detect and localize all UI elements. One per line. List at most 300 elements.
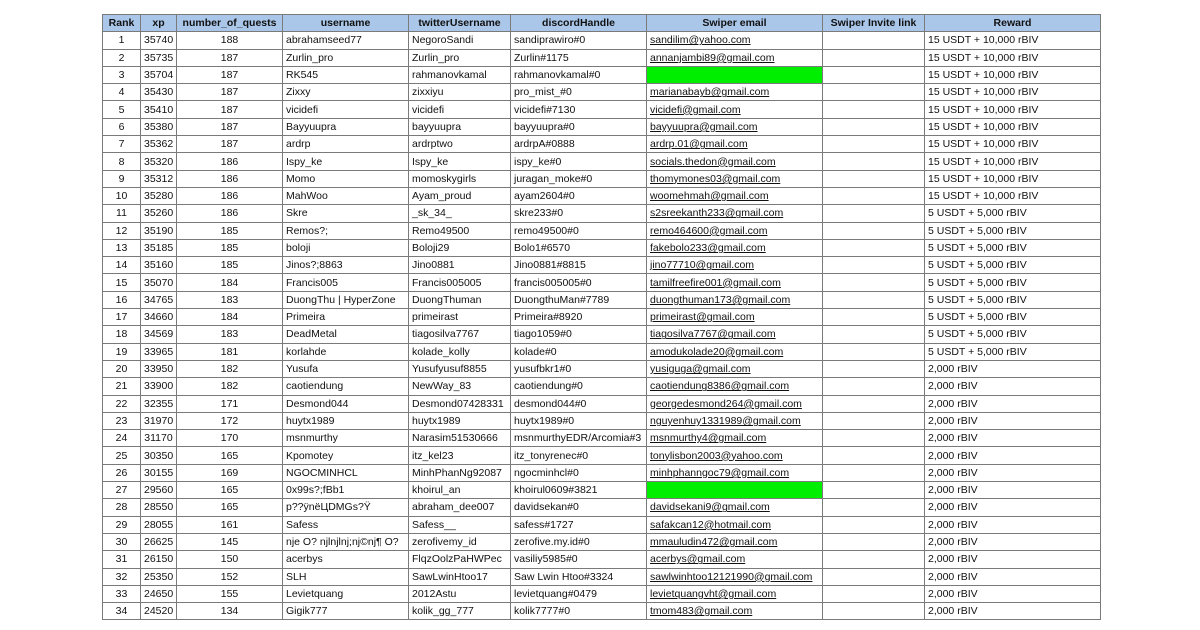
table-row (103, 153, 1101, 170)
cell-rank: 21 (103, 378, 141, 395)
cell-swiper-email[interactable]: tiagosilva7767@gmail.com (647, 326, 823, 343)
cell-swiper-invite-link (823, 464, 925, 481)
cell-swiper-email[interactable]: tonylisbon2003@yahoo.com (647, 447, 823, 464)
table-row (103, 568, 1101, 585)
cell-swiper-invite-link (823, 378, 925, 395)
cell-discord-handle: yusufbkr1#0 (511, 360, 647, 377)
cell-twitter-username: DuongThuman (409, 291, 511, 308)
cell-xp: 35362 (141, 136, 177, 153)
cell-twitter-username: huytx1989 (409, 412, 511, 429)
cell-reward: 5 USDT + 5,000 rBIV (925, 326, 1101, 343)
cell-rank: 23 (103, 412, 141, 429)
cell-rank: 15 (103, 274, 141, 291)
cell-swiper-invite-link (823, 257, 925, 274)
table-row (103, 360, 1101, 377)
cell-number-of-quests: 187 (177, 101, 283, 118)
cell-swiper-email (647, 482, 823, 499)
cell-xp: 31170 (141, 430, 177, 447)
cell-number-of-quests: 183 (177, 326, 283, 343)
cell-swiper-invite-link (823, 84, 925, 101)
cell-swiper-email[interactable]: georgedesmond264@gmail.com (647, 395, 823, 412)
cell-swiper-invite-link (823, 309, 925, 326)
cell-discord-handle: vicidefi#7130 (511, 101, 647, 118)
table-row (103, 395, 1101, 412)
cell-discord-handle: davidsekan#0 (511, 499, 647, 516)
cell-reward: 5 USDT + 5,000 rBIV (925, 239, 1101, 256)
cell-reward: 5 USDT + 5,000 rBIV (925, 309, 1101, 326)
cell-swiper-email[interactable]: bayyuupra@gmail.com (647, 118, 823, 135)
cell-swiper-email[interactable]: jino77710@gmail.com (647, 257, 823, 274)
cell-xp: 35735 (141, 49, 177, 66)
cell-discord-handle: caotiendung#0 (511, 378, 647, 395)
cell-number-of-quests: 182 (177, 360, 283, 377)
cell-swiper-invite-link (823, 516, 925, 533)
cell-username: abrahamseed77 (283, 32, 409, 49)
column-header-rank: Rank (103, 15, 141, 32)
cell-swiper-invite-link (823, 326, 925, 343)
cell-xp: 33965 (141, 343, 177, 360)
cell-xp: 29560 (141, 482, 177, 499)
cell-reward: 2,000 rBIV (925, 585, 1101, 602)
cell-username: DeadMetal (283, 326, 409, 343)
cell-swiper-invite-link (823, 136, 925, 153)
cell-twitter-username: Safess__ (409, 516, 511, 533)
cell-number-of-quests: 186 (177, 170, 283, 187)
cell-twitter-username: Jino0881 (409, 257, 511, 274)
cell-xp: 35160 (141, 257, 177, 274)
cell-number-of-quests: 150 (177, 551, 283, 568)
cell-swiper-email[interactable]: nguyenhuy1331989@gmail.com (647, 412, 823, 429)
cell-number-of-quests: 187 (177, 66, 283, 83)
cell-username: DuongThu | HyperZone (283, 291, 409, 308)
cell-xp: 28550 (141, 499, 177, 516)
cell-twitter-username: _sk_34_ (409, 205, 511, 222)
cell-reward: 15 USDT + 10,000 rBIV (925, 84, 1101, 101)
cell-reward: 15 USDT + 10,000 rBIV (925, 153, 1101, 170)
cell-username: Safess (283, 516, 409, 533)
cell-discord-handle: skre233#0 (511, 205, 647, 222)
cell-swiper-email[interactable]: primeirast@gmail.com (647, 309, 823, 326)
cell-swiper-email[interactable]: annanjambi89@gmail.com (647, 49, 823, 66)
cell-discord-handle: tiago1059#0 (511, 326, 647, 343)
cell-discord-handle: kolade#0 (511, 343, 647, 360)
cell-number-of-quests: 186 (177, 205, 283, 222)
table-row (103, 551, 1101, 568)
cell-reward: 15 USDT + 10,000 rBIV (925, 101, 1101, 118)
cell-swiper-email[interactable]: fakebolo233@gmail.com (647, 239, 823, 256)
cell-discord-handle: Bolo1#6570 (511, 239, 647, 256)
cell-swiper-invite-link (823, 568, 925, 585)
cell-rank: 19 (103, 343, 141, 360)
cell-swiper-invite-link (823, 585, 925, 602)
cell-number-of-quests: 182 (177, 378, 283, 395)
cell-reward: 15 USDT + 10,000 rBIV (925, 66, 1101, 83)
table-row (103, 257, 1101, 274)
cell-swiper-email[interactable]: woomehmah@gmail.com (647, 187, 823, 204)
cell-swiper-invite-link (823, 239, 925, 256)
cell-username: Francis005 (283, 274, 409, 291)
cell-twitter-username: ardrptwo (409, 136, 511, 153)
cell-discord-handle: msnmurthyEDR/Arcomia#3 (511, 430, 647, 447)
table-row (103, 499, 1101, 516)
cell-swiper-invite-link (823, 118, 925, 135)
cell-rank: 34 (103, 603, 141, 620)
cell-swiper-invite-link (823, 395, 925, 412)
cell-swiper-invite-link (823, 533, 925, 550)
cell-username: Ispy_ke (283, 153, 409, 170)
cell-swiper-email[interactable]: duongthuman173@gmail.com (647, 291, 823, 308)
cell-rank: 11 (103, 205, 141, 222)
cell-twitter-username: Zurlin_pro (409, 49, 511, 66)
cell-swiper-invite-link (823, 170, 925, 187)
cell-rank: 18 (103, 326, 141, 343)
cell-discord-handle: Jino0881#8815 (511, 257, 647, 274)
cell-swiper-email[interactable]: mmauludin472@gmail.com (647, 533, 823, 550)
column-header-swiper-email: Swiper email (647, 15, 823, 32)
cell-username: caotiendung (283, 378, 409, 395)
cell-number-of-quests: 169 (177, 464, 283, 481)
cell-discord-handle: zerofive.my.id#0 (511, 533, 647, 550)
cell-reward: 2,000 rBIV (925, 603, 1101, 620)
cell-discord-handle: khoirul0609#3821 (511, 482, 647, 499)
cell-swiper-invite-link (823, 66, 925, 83)
cell-reward: 15 USDT + 10,000 rBIV (925, 49, 1101, 66)
cell-xp: 28055 (141, 516, 177, 533)
table-row (103, 118, 1101, 135)
cell-swiper-email[interactable]: sawlwinhtoo12121990@gmail.com (647, 568, 823, 585)
cell-username: Zixxy (283, 84, 409, 101)
cell-xp: 35190 (141, 222, 177, 239)
cell-username: Yusufa (283, 360, 409, 377)
table-row (103, 378, 1101, 395)
table-row (103, 187, 1101, 204)
cell-username: Skre (283, 205, 409, 222)
cell-number-of-quests: 187 (177, 136, 283, 153)
cell-username: Remos?; (283, 222, 409, 239)
cell-number-of-quests: 155 (177, 585, 283, 602)
cell-rank: 12 (103, 222, 141, 239)
cell-swiper-email[interactable]: remo464600@gmail.com (647, 222, 823, 239)
cell-swiper-email[interactable]: caotiendung8386@gmail.com (647, 378, 823, 395)
cell-rank: 17 (103, 309, 141, 326)
cell-swiper-email[interactable]: levietquangvht@gmail.com (647, 585, 823, 602)
cell-reward: 15 USDT + 10,000 rBIV (925, 136, 1101, 153)
cell-twitter-username: zixxiyu (409, 84, 511, 101)
cell-discord-handle: Saw Lwin Htoo#3324 (511, 568, 647, 585)
cell-number-of-quests: 185 (177, 239, 283, 256)
column-header-reward: Reward (925, 15, 1101, 32)
cell-swiper-email[interactable]: msnmurthy4@gmail.com (647, 430, 823, 447)
cell-discord-handle: kolik7777#0 (511, 603, 647, 620)
cell-xp: 30350 (141, 447, 177, 464)
cell-swiper-invite-link (823, 482, 925, 499)
cell-twitter-username: Boloji29 (409, 239, 511, 256)
cell-twitter-username: Ispy_ke (409, 153, 511, 170)
cell-twitter-username: NegoroSandi (409, 32, 511, 49)
cell-discord-handle: ngocminhcl#0 (511, 464, 647, 481)
table-row (103, 274, 1101, 291)
cell-reward: 2,000 rBIV (925, 360, 1101, 377)
cell-xp: 31970 (141, 412, 177, 429)
cell-number-of-quests: 172 (177, 412, 283, 429)
cell-number-of-quests: 145 (177, 533, 283, 550)
cell-rank: 7 (103, 136, 141, 153)
cell-reward: 2,000 rBIV (925, 395, 1101, 412)
cell-swiper-email[interactable]: safakcan12@hotmail.com (647, 516, 823, 533)
spreadsheet (102, 14, 1101, 620)
cell-twitter-username: NewWay_83 (409, 378, 511, 395)
column-header-username: username (283, 15, 409, 32)
column-header-discord-handle: discordHandle (511, 15, 647, 32)
cell-twitter-username: zerofivemy_id (409, 533, 511, 550)
column-header-swiper-invite-link: Swiper Invite link (823, 15, 925, 32)
cell-reward: 15 USDT + 10,000 rBIV (925, 170, 1101, 187)
cell-rank: 28 (103, 499, 141, 516)
table-row (103, 430, 1101, 447)
cell-swiper-invite-link (823, 101, 925, 118)
cell-username: korlahde (283, 343, 409, 360)
table-row (103, 412, 1101, 429)
cell-swiper-invite-link (823, 603, 925, 620)
cell-xp: 35280 (141, 187, 177, 204)
table-row (103, 482, 1101, 499)
cell-reward: 5 USDT + 5,000 rBIV (925, 257, 1101, 274)
cell-discord-handle: DuongthuMan#7789 (511, 291, 647, 308)
cell-username: NGOCMINHCL (283, 464, 409, 481)
cell-discord-handle: ayam2604#0 (511, 187, 647, 204)
table-row (103, 239, 1101, 256)
cell-reward: 2,000 rBIV (925, 464, 1101, 481)
cell-swiper-email (647, 66, 823, 83)
cell-rank: 24 (103, 430, 141, 447)
cell-swiper-email[interactable]: socials.thedon@gmail.com (647, 153, 823, 170)
cell-reward: 15 USDT + 10,000 rBIV (925, 187, 1101, 204)
cell-number-of-quests: 187 (177, 84, 283, 101)
cell-username: p??ÿnëЦDMGs?Ÿ (283, 499, 409, 516)
table-row (103, 205, 1101, 222)
cell-reward: 2,000 rBIV (925, 516, 1101, 533)
cell-twitter-username: rahmanovkamal (409, 66, 511, 83)
cell-swiper-invite-link (823, 499, 925, 516)
cell-username: msnmurthy (283, 430, 409, 447)
cell-discord-handle: itz_tonyrenec#0 (511, 447, 647, 464)
cell-swiper-invite-link (823, 551, 925, 568)
table-row (103, 343, 1101, 360)
table-row (103, 464, 1101, 481)
cell-reward: 2,000 rBIV (925, 551, 1101, 568)
cell-xp: 35260 (141, 205, 177, 222)
cell-xp: 33950 (141, 360, 177, 377)
cell-rank: 33 (103, 585, 141, 602)
cell-username: Levietquang (283, 585, 409, 602)
cell-number-of-quests: 165 (177, 447, 283, 464)
cell-username: Bayyuupra (283, 118, 409, 135)
cell-rank: 14 (103, 257, 141, 274)
cell-xp: 30155 (141, 464, 177, 481)
cell-discord-handle: safess#1727 (511, 516, 647, 533)
cell-xp: 35380 (141, 118, 177, 135)
cell-swiper-invite-link (823, 222, 925, 239)
cell-swiper-invite-link (823, 360, 925, 377)
cell-twitter-username: SawLwinHtoo17 (409, 568, 511, 585)
cell-username: Kpomotey (283, 447, 409, 464)
cell-xp: 34569 (141, 326, 177, 343)
cell-rank: 10 (103, 187, 141, 204)
cell-discord-handle: Zurlin#1175 (511, 49, 647, 66)
cell-reward: 2,000 rBIV (925, 482, 1101, 499)
table-row (103, 603, 1101, 620)
table-row (103, 291, 1101, 308)
cell-swiper-email[interactable]: minhphanngoc79@gmail.com (647, 464, 823, 481)
cell-number-of-quests: 152 (177, 568, 283, 585)
table-row (103, 32, 1101, 49)
cell-discord-handle: huytx1989#0 (511, 412, 647, 429)
cell-username: boloji (283, 239, 409, 256)
cell-number-of-quests: 181 (177, 343, 283, 360)
cell-twitter-username: Desmond07428331 (409, 395, 511, 412)
cell-swiper-invite-link (823, 447, 925, 464)
cell-swiper-email[interactable]: amodukolade20@gmail.com (647, 343, 823, 360)
cell-swiper-email[interactable]: sandilim@yahoo.com (647, 32, 823, 49)
cell-reward: 5 USDT + 5,000 rBIV (925, 291, 1101, 308)
cell-discord-handle: pro_mist_#0 (511, 84, 647, 101)
cell-discord-handle: ispy_ke#0 (511, 153, 647, 170)
table-row (103, 49, 1101, 66)
cell-swiper-email[interactable]: marianabayb@gmail.com (647, 84, 823, 101)
cell-number-of-quests: 184 (177, 309, 283, 326)
cell-twitter-username: kolade_kolly (409, 343, 511, 360)
cell-twitter-username: primeirast (409, 309, 511, 326)
cell-rank: 4 (103, 84, 141, 101)
cell-xp: 35430 (141, 84, 177, 101)
leaderboard-table (102, 14, 1101, 620)
cell-swiper-invite-link (823, 412, 925, 429)
cell-xp: 35704 (141, 66, 177, 83)
cell-rank: 16 (103, 291, 141, 308)
cell-number-of-quests: 184 (177, 274, 283, 291)
table-row (103, 170, 1101, 187)
cell-rank: 30 (103, 533, 141, 550)
cell-username: RK545 (283, 66, 409, 83)
cell-username: SLH (283, 568, 409, 585)
cell-rank: 20 (103, 360, 141, 377)
cell-swiper-invite-link (823, 187, 925, 204)
cell-discord-handle: sandiprawiro#0 (511, 32, 647, 49)
cell-number-of-quests: 165 (177, 499, 283, 516)
cell-xp: 35185 (141, 239, 177, 256)
table-body (103, 32, 1101, 620)
cell-reward: 2,000 rBIV (925, 533, 1101, 550)
cell-discord-handle: ardrpA#0888 (511, 136, 647, 153)
cell-username: vicidefi (283, 101, 409, 118)
cell-number-of-quests: 183 (177, 291, 283, 308)
column-header-xp: xp (141, 15, 177, 32)
cell-number-of-quests: 165 (177, 482, 283, 499)
cell-username: acerbys (283, 551, 409, 568)
cell-username: Momo (283, 170, 409, 187)
cell-twitter-username: MinhPhanNg92087 (409, 464, 511, 481)
cell-rank: 13 (103, 239, 141, 256)
cell-discord-handle: bayyuupra#0 (511, 118, 647, 135)
cell-number-of-quests: 134 (177, 603, 283, 620)
cell-username: Jinos?;8863 (283, 257, 409, 274)
cell-xp: 34765 (141, 291, 177, 308)
cell-rank: 29 (103, 516, 141, 533)
cell-rank: 32 (103, 568, 141, 585)
cell-discord-handle: francis005005#0 (511, 274, 647, 291)
cell-discord-handle: desmond044#0 (511, 395, 647, 412)
cell-reward: 5 USDT + 5,000 rBIV (925, 222, 1101, 239)
cell-twitter-username: Francis005005 (409, 274, 511, 291)
cell-reward: 5 USDT + 5,000 rBIV (925, 274, 1101, 291)
cell-swiper-email[interactable]: vicidefi@gmail.com (647, 101, 823, 118)
cell-reward: 2,000 rBIV (925, 430, 1101, 447)
cell-twitter-username: Remo49500 (409, 222, 511, 239)
cell-number-of-quests: 186 (177, 153, 283, 170)
cell-rank: 27 (103, 482, 141, 499)
table-row (103, 136, 1101, 153)
cell-rank: 2 (103, 49, 141, 66)
table-row (103, 447, 1101, 464)
cell-swiper-invite-link (823, 32, 925, 49)
cell-number-of-quests: 170 (177, 430, 283, 447)
cell-swiper-email[interactable]: s2sreekanth233@gmail.com (647, 205, 823, 222)
cell-discord-handle: rahmanovkamal#0 (511, 66, 647, 83)
cell-discord-handle: vasiliy5985#0 (511, 551, 647, 568)
cell-twitter-username: Narasim51530666 (409, 430, 511, 447)
cell-number-of-quests: 187 (177, 118, 283, 135)
cell-reward: 5 USDT + 5,000 rBIV (925, 205, 1101, 222)
cell-rank: 3 (103, 66, 141, 83)
cell-number-of-quests: 171 (177, 395, 283, 412)
cell-swiper-invite-link (823, 291, 925, 308)
cell-swiper-email[interactable]: tamilfreefire001@gmail.com (647, 274, 823, 291)
cell-swiper-email[interactable]: acerbys@gmail.com (647, 551, 823, 568)
cell-number-of-quests: 186 (177, 187, 283, 204)
cell-number-of-quests: 161 (177, 516, 283, 533)
cell-twitter-username: bayyuupra (409, 118, 511, 135)
cell-reward: 2,000 rBIV (925, 447, 1101, 464)
cell-swiper-email[interactable]: tmom483@gmail.com (647, 603, 823, 620)
cell-rank: 6 (103, 118, 141, 135)
cell-twitter-username: Yusufyusuf8855 (409, 360, 511, 377)
header-row (103, 15, 1101, 32)
cell-swiper-invite-link (823, 205, 925, 222)
cell-reward: 15 USDT + 10,000 rBIV (925, 118, 1101, 135)
table-row (103, 516, 1101, 533)
cell-swiper-email[interactable]: thomymones03@gmail.com (647, 170, 823, 187)
cell-swiper-email[interactable]: davidsekani9@gmail.com (647, 499, 823, 516)
cell-username: 0x99s?;fBb1 (283, 482, 409, 499)
cell-swiper-invite-link (823, 274, 925, 291)
cell-xp: 35320 (141, 153, 177, 170)
cell-twitter-username: itz_kel23 (409, 447, 511, 464)
table-row (103, 84, 1101, 101)
column-header-twitter-username: twitterUsername (409, 15, 511, 32)
table-row (103, 66, 1101, 83)
cell-username: Desmond044 (283, 395, 409, 412)
table-row (103, 309, 1101, 326)
cell-discord-handle: Primeira#8920 (511, 309, 647, 326)
cell-xp: 35312 (141, 170, 177, 187)
cell-xp: 35740 (141, 32, 177, 49)
cell-reward: 2,000 rBIV (925, 412, 1101, 429)
cell-swiper-email[interactable]: ardrp.01@gmail.com (647, 136, 823, 153)
cell-rank: 1 (103, 32, 141, 49)
cell-xp: 33900 (141, 378, 177, 395)
cell-rank: 31 (103, 551, 141, 568)
cell-swiper-email[interactable]: yusiguga@gmail.com (647, 360, 823, 377)
